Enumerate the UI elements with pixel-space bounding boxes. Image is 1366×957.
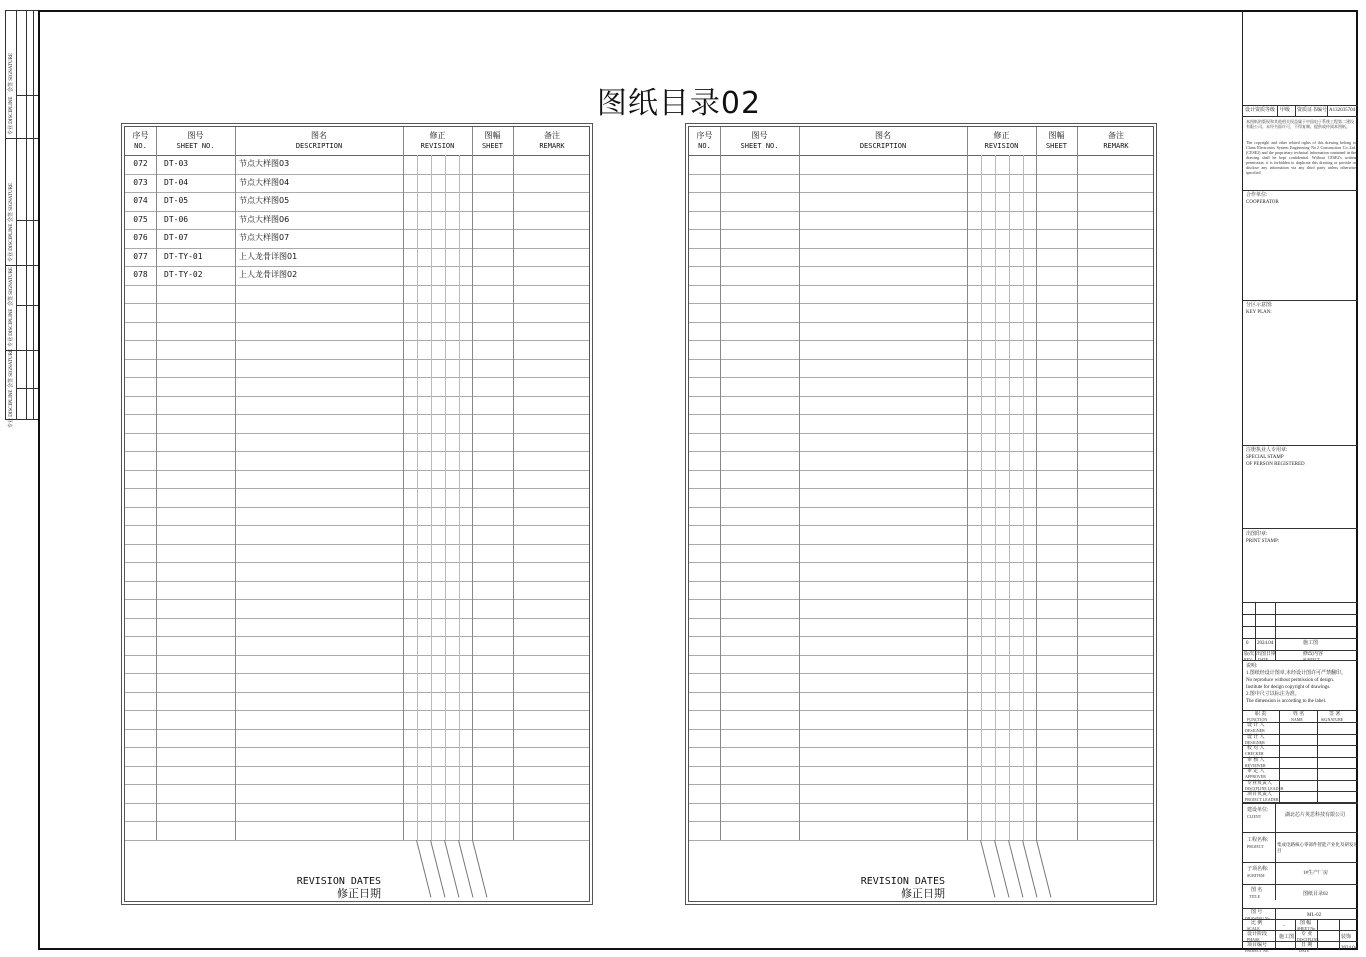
revision-dates-en: REVISION DATES [296, 875, 381, 887]
cooperator-label-en: COOPERATOR [1246, 200, 1279, 205]
row-divider [125, 285, 589, 286]
revision-diagonal [458, 840, 473, 898]
row-divider [689, 821, 1153, 822]
row-description: 节点大样图03 [239, 159, 290, 168]
role-label-cn: 审 定 人 [1247, 769, 1265, 774]
role-label-cn: 项目负责人 [1247, 792, 1273, 797]
notes-line: No reproduce without permission of design. [1246, 678, 1335, 683]
row-sheet-no: DT-04 [164, 177, 189, 187]
print-stamp-label-cn: 出图印章: [1246, 532, 1268, 537]
row-divider [125, 821, 589, 822]
row-divider [689, 599, 1153, 600]
cert-number-label: 资质证书编号 [1297, 108, 1328, 113]
project-no-label: 项目编号 [1247, 943, 1268, 948]
role-label-en: CHECKER [1245, 751, 1264, 756]
row-sheet-no: DT-TY-01 [164, 251, 203, 261]
project-label-en: PROJECT [1247, 844, 1264, 849]
row-divider [125, 414, 589, 415]
header-cell-1 [720, 127, 799, 155]
row-divider [689, 747, 1153, 748]
row-divider [689, 507, 1153, 508]
rev-date: 2024.04 [1257, 641, 1274, 646]
strip-signature-label: 会签 SIGNATURE [9, 266, 14, 306]
table-row [125, 155, 589, 174]
table-row [125, 174, 589, 193]
title-block-divider [1243, 614, 1358, 615]
title-block-divider [1243, 919, 1358, 920]
row-divider [689, 710, 1153, 711]
title-block-divider [1295, 105, 1296, 116]
project-no-label-en: PROJECT No. [1245, 948, 1269, 953]
date-label: 日 期 [1301, 943, 1313, 948]
row-number: 077 [133, 251, 148, 261]
row-divider [125, 636, 589, 637]
header-cn: 图名 [311, 131, 327, 140]
row-divider [689, 525, 1153, 526]
header-cn: 图号 [751, 131, 768, 140]
row-divider [689, 285, 1153, 286]
role-label-en: DESIGNER [1245, 728, 1265, 733]
row-number: 076 [133, 233, 148, 242]
row-divider [689, 192, 1153, 193]
table-row [125, 229, 589, 248]
row-description: 节点大样图06 [239, 214, 290, 224]
title-block-divider [1243, 300, 1358, 301]
scale-label-en: SCALE [1247, 926, 1260, 931]
row-divider [689, 692, 1153, 693]
rev-number: 0 [1246, 641, 1249, 646]
title-label: 图 名 [1251, 888, 1263, 893]
drawing-value: ML-02 [1307, 913, 1322, 918]
stamp-label-en: SPECIAL STAMP [1246, 455, 1284, 460]
header-cell-0 [689, 127, 720, 155]
rev-header-en: SUBJECT [1303, 657, 1320, 662]
subitem-label: 子项名称: [1247, 867, 1269, 872]
title-block-divider [1243, 190, 1358, 191]
row-divider [125, 451, 589, 452]
role-label-en: PROJECT LEADER [1245, 797, 1279, 802]
row-divider [689, 451, 1153, 452]
role-label-en: DISCIPLINE LEADER [1245, 785, 1284, 791]
notes-line: Institute for design copyright of drawings. [1246, 685, 1331, 690]
stamp-label-cn: 注册执业人专用章: [1246, 448, 1288, 453]
header-en: SHEET [1045, 142, 1068, 150]
title-block-divider [1327, 105, 1328, 116]
role-label-en: APPROVER [1245, 774, 1266, 779]
row-divider [125, 359, 589, 360]
subitem-value: 1#生产厂房 [1303, 871, 1329, 876]
header-cn: 备注 [1108, 131, 1124, 140]
row-divider [125, 303, 589, 304]
title-block-divider [1339, 919, 1340, 950]
title-block-divider [1243, 884, 1358, 885]
row-divider [689, 803, 1153, 804]
rev-header: 修改内容 [1303, 652, 1324, 657]
table-row [125, 192, 589, 211]
row-divider [125, 581, 589, 582]
row-number: 074 [133, 196, 148, 205]
row-divider [689, 396, 1153, 397]
header-cell-5 [1077, 127, 1155, 155]
header-en: DESCRIPTION [859, 142, 907, 150]
header-en: SHEET NO. [740, 142, 779, 150]
header-cn: 图名 [875, 131, 891, 140]
header-cn: 序号 [132, 131, 149, 140]
header-cell-3 [967, 127, 1036, 155]
row-divider [125, 766, 589, 767]
header-cn: 修正 [429, 131, 446, 140]
row-divider [125, 340, 589, 341]
title-block-divider [1243, 626, 1358, 627]
header-en: NO. [698, 142, 711, 150]
row-divider [689, 636, 1153, 637]
header-en: NO. [134, 142, 147, 150]
header-divider [689, 155, 1153, 156]
rev-header-en: REV. [1244, 657, 1253, 662]
header-cell-2 [235, 127, 403, 155]
strip-discipline-label: 专业 DISCIPLINE [9, 223, 14, 262]
title-block-divider [1295, 919, 1296, 950]
sheet-size-label-en: SHEET No. [1297, 926, 1317, 931]
notes-line: 1.图纸经设计图章,未经设计图许可严禁翻印。 [1246, 671, 1347, 676]
row-divider [125, 710, 589, 711]
title-block-divider [1275, 802, 1276, 900]
discipline-label: 专 业 [1301, 932, 1313, 937]
header-en: REVISION [984, 142, 1019, 150]
rev-header-en: DATE [1258, 657, 1269, 662]
revision-dates-en: REVISION DATES [860, 875, 945, 887]
title-block-divider [1243, 930, 1358, 931]
header-en: SHEET [481, 142, 504, 150]
row-divider [689, 433, 1153, 434]
revision-dates-label [225, 876, 381, 900]
header-en: REVISION [420, 142, 455, 150]
row-sheet-no: DT-07 [164, 233, 189, 242]
index-table-right [685, 123, 1157, 905]
header-cell-1 [156, 127, 235, 155]
title-value: 图纸目录02 [1303, 892, 1329, 897]
revision-diagonal [472, 840, 487, 898]
row-divider [125, 488, 589, 489]
row-divider [689, 655, 1153, 656]
row-description: 上人龙骨详图02 [239, 270, 298, 279]
strip-discipline-label: 专业 DISCIPLINE [9, 96, 14, 135]
row-divider [689, 470, 1153, 471]
revision-subcolumn [995, 155, 996, 840]
title-block-divider [1243, 802, 1358, 803]
row-divider [125, 433, 589, 434]
row-number: 078 [133, 270, 148, 279]
copyright-cn: 本图纸的版权和其他相关权益属于中国电子系统工程第二建设有限公司。未经书面许可，不得复制、提供或传阅本图纸。 [1246, 119, 1354, 129]
revision-diagonal [444, 840, 459, 898]
row-divider [689, 266, 1153, 267]
strip-signature-label: 会签 SIGNATURE [9, 348, 14, 388]
header-cell-3 [403, 127, 472, 155]
row-description: 节点大样图04 [239, 177, 290, 187]
row-divider [125, 544, 589, 545]
cert-number-value: A132035704 [1329, 108, 1356, 113]
role-label-en: REVIEWER [1245, 762, 1266, 768]
row-divider [689, 729, 1153, 730]
header-cell-2 [799, 127, 967, 155]
scale-label: 比 例 [1251, 921, 1263, 926]
title-block-divider [1243, 116, 1358, 117]
row-divider [689, 211, 1153, 212]
revision-subcolumn [981, 155, 982, 840]
column-divider [967, 127, 968, 840]
title-block-divider [1243, 602, 1358, 603]
role-label-cn: 审 核 人 [1247, 757, 1265, 763]
header-cn: 修正 [993, 131, 1010, 140]
revision-diagonal [1036, 840, 1051, 898]
row-divider [689, 174, 1153, 175]
row-description: 节点大样图05 [239, 196, 290, 205]
function-header: 职 责 [1255, 712, 1267, 717]
row-divider [689, 840, 1153, 841]
row-divider [125, 840, 589, 841]
role-label-cn: 设 计 人 [1247, 734, 1265, 740]
client-value: 湖北芯片英思科技有限公司 [1285, 813, 1346, 818]
column-divider [720, 127, 721, 840]
row-divider [689, 303, 1153, 304]
role-label-cn: 设 计 人 [1247, 723, 1265, 728]
strip-signature-label: 会签 SIGNATURE [9, 52, 14, 92]
row-description: 上人龙骨详图01 [239, 251, 298, 261]
title-block-divider [1243, 908, 1358, 909]
row-divider [125, 803, 589, 804]
row-divider [689, 377, 1153, 378]
print-stamp-label-en: PRINT STAMP: [1246, 539, 1280, 544]
sheet-size-label: 图 幅 [1300, 921, 1312, 926]
cooperator-label-cn: 合作单位: [1246, 193, 1268, 198]
row-divider [125, 507, 589, 508]
row-divider [125, 729, 589, 730]
binding-strip [5, 10, 39, 428]
function-header-en: NAME [1291, 717, 1303, 722]
row-divider [125, 655, 589, 656]
phase-value: 施工图 [1279, 935, 1295, 940]
row-number: 075 [133, 214, 148, 224]
title-block-divider [1243, 445, 1358, 446]
row-sheet-no: DT-03 [164, 159, 189, 168]
date-value: 2024.04 [1341, 946, 1358, 951]
header-en: DESCRIPTION [295, 142, 343, 150]
rev-header: 版次 [1244, 652, 1255, 657]
header-cell-5 [513, 127, 591, 155]
title-block-divider [1317, 919, 1318, 950]
client-label-en: CLIENT [1247, 814, 1262, 819]
revision-dates-cn: 修正日期 [901, 886, 945, 900]
row-description: 节点大样图07 [239, 233, 290, 242]
row-sheet-no: DT-TY-02 [164, 270, 203, 279]
title-block [1242, 10, 1358, 953]
stamp-label-en-2: OF PERSON REGISTERED [1246, 462, 1305, 467]
row-divider [125, 599, 589, 600]
title-block-divider [1243, 105, 1358, 106]
rev-subject: 施工图 [1303, 641, 1319, 646]
discipline-value: 装饰 [1341, 935, 1352, 940]
title-label-en: TITLE [1249, 894, 1261, 899]
row-divider [689, 581, 1153, 582]
row-divider [689, 618, 1153, 619]
date-label-en: DATE [1299, 948, 1310, 953]
function-header: 姓 名 [1293, 712, 1305, 717]
client-label: 建设单位: [1247, 808, 1269, 813]
row-divider [689, 673, 1153, 674]
row-divider [689, 414, 1153, 415]
column-divider [799, 127, 800, 840]
revision-diagonal [416, 840, 431, 898]
row-divider [125, 470, 589, 471]
row-divider [125, 322, 589, 323]
notes-line: 2.图中尺寸以标注为准。 [1246, 692, 1300, 697]
function-header: 签 署 [1329, 712, 1341, 717]
row-divider [689, 248, 1153, 249]
row-divider [125, 396, 589, 397]
revision-dates-label [789, 876, 945, 900]
row-number: 072 [133, 159, 148, 168]
index-table-left [121, 123, 593, 905]
function-header-en: SIGNATURE [1321, 717, 1344, 722]
revision-subcolumn [1009, 155, 1010, 840]
role-label-en: DESIGNER [1245, 739, 1265, 745]
row-divider [689, 784, 1153, 785]
row-divider [689, 229, 1153, 230]
header-en: REMARK [1103, 142, 1129, 150]
scale-value: - [1283, 924, 1285, 929]
row-divider [125, 673, 589, 674]
title-block-divider [1243, 941, 1358, 942]
page-title: 图纸目录02 [596, 86, 762, 121]
strip-discipline-label: 专业 DISCIPLINE [9, 389, 14, 428]
revision-diagonal [994, 840, 1009, 898]
strip-discipline-label: 专业 DISCIPLINE [9, 308, 14, 347]
function-header-en: FUNCTION [1247, 717, 1268, 722]
table-row [125, 211, 589, 230]
title-block-divider [1275, 908, 1276, 948]
header-cn: 图号 [187, 131, 204, 140]
row-divider [125, 747, 589, 748]
row-divider [125, 784, 589, 785]
title-block-divider [1243, 638, 1358, 639]
row-divider [689, 544, 1153, 545]
title-block-divider [1277, 105, 1278, 116]
title-block-divider [1243, 528, 1358, 529]
title-block-divider [1243, 832, 1358, 833]
key-plan-label-en: KEY PLAN: [1246, 310, 1272, 315]
row-sheet-no: DT-05 [164, 196, 189, 205]
row-divider [125, 562, 589, 563]
title-block-divider [1243, 650, 1358, 651]
row-divider [125, 618, 589, 619]
table-row [125, 248, 589, 267]
header-cn: 备注 [544, 131, 560, 140]
row-divider [689, 322, 1153, 323]
row-sheet-no: DT-06 [164, 214, 189, 224]
revision-diagonal [980, 840, 995, 898]
revision-diagonal [1008, 840, 1023, 898]
phase-label: 设计阶段 [1247, 932, 1268, 937]
row-divider [125, 692, 589, 693]
project-label: 工程名称: [1247, 838, 1269, 843]
role-label-cn: 专业负责人 [1247, 780, 1273, 786]
header-en: SHEET NO. [176, 142, 215, 150]
header-cn: 图幅 [484, 131, 501, 140]
row-divider [689, 766, 1153, 767]
row-divider [689, 488, 1153, 489]
header-cell-0 [125, 127, 156, 155]
drawing-label-en: DRAWING No. [1245, 916, 1271, 921]
revision-diagonal [1022, 840, 1037, 898]
strip-signature-label: 会签 SIGNATURE [9, 182, 14, 222]
notes-label: 说明: [1246, 664, 1258, 669]
subitem-label-en: SUBITEM [1247, 873, 1265, 878]
project-value: 集成电路核心零部件智能产业化及研发项目 [1277, 842, 1358, 853]
title-block-divider [1243, 710, 1358, 711]
title-block-divider [1243, 862, 1358, 863]
row-divider [125, 377, 589, 378]
discipline-label-en: DISCIPLINE [1297, 937, 1319, 942]
row-divider [689, 359, 1153, 360]
row-number: 073 [133, 177, 148, 187]
row-divider [125, 525, 589, 526]
column-divider [1077, 127, 1078, 840]
cert-level-value: 甲级 [1280, 108, 1291, 113]
row-divider [689, 340, 1153, 341]
notes-line: The dimension is according to the label. [1246, 699, 1327, 704]
key-plan-label-cn: 分区示意图: [1246, 303, 1273, 308]
revision-diagonal [430, 840, 445, 898]
header-cn: 序号 [696, 131, 713, 140]
row-divider [689, 562, 1153, 563]
header-cell-4 [1036, 127, 1077, 155]
revision-dates-cn: 修正日期 [337, 886, 381, 900]
header-en: REMARK [539, 142, 565, 150]
drawing-label: 图 号 [1251, 910, 1263, 915]
header-cn: 图幅 [1048, 131, 1065, 140]
column-divider [1036, 127, 1037, 840]
cert-level-label: 设计资质等级 [1245, 108, 1276, 113]
header-cell-4 [472, 127, 513, 155]
rev-header: 出图日期 [1256, 652, 1277, 657]
role-label-cn: 校 对 人 [1247, 746, 1265, 751]
revision-subcolumn [1023, 155, 1024, 840]
copyright-en: The copyright and other related rights of this drawing belong to China Electronics System Engineering No.2 Construction Co.,Ltd. (CESE2) and the proprietary technical information contained in the drawing shall be kept confidential. Without CESE2's written permission, it is forbidden to duplicate this drawing or provide or disclose any information via any third party unless otherwise specified. [1246, 140, 1356, 175]
table-row [125, 266, 589, 285]
phase-label-en: PHASE [1247, 937, 1260, 942]
